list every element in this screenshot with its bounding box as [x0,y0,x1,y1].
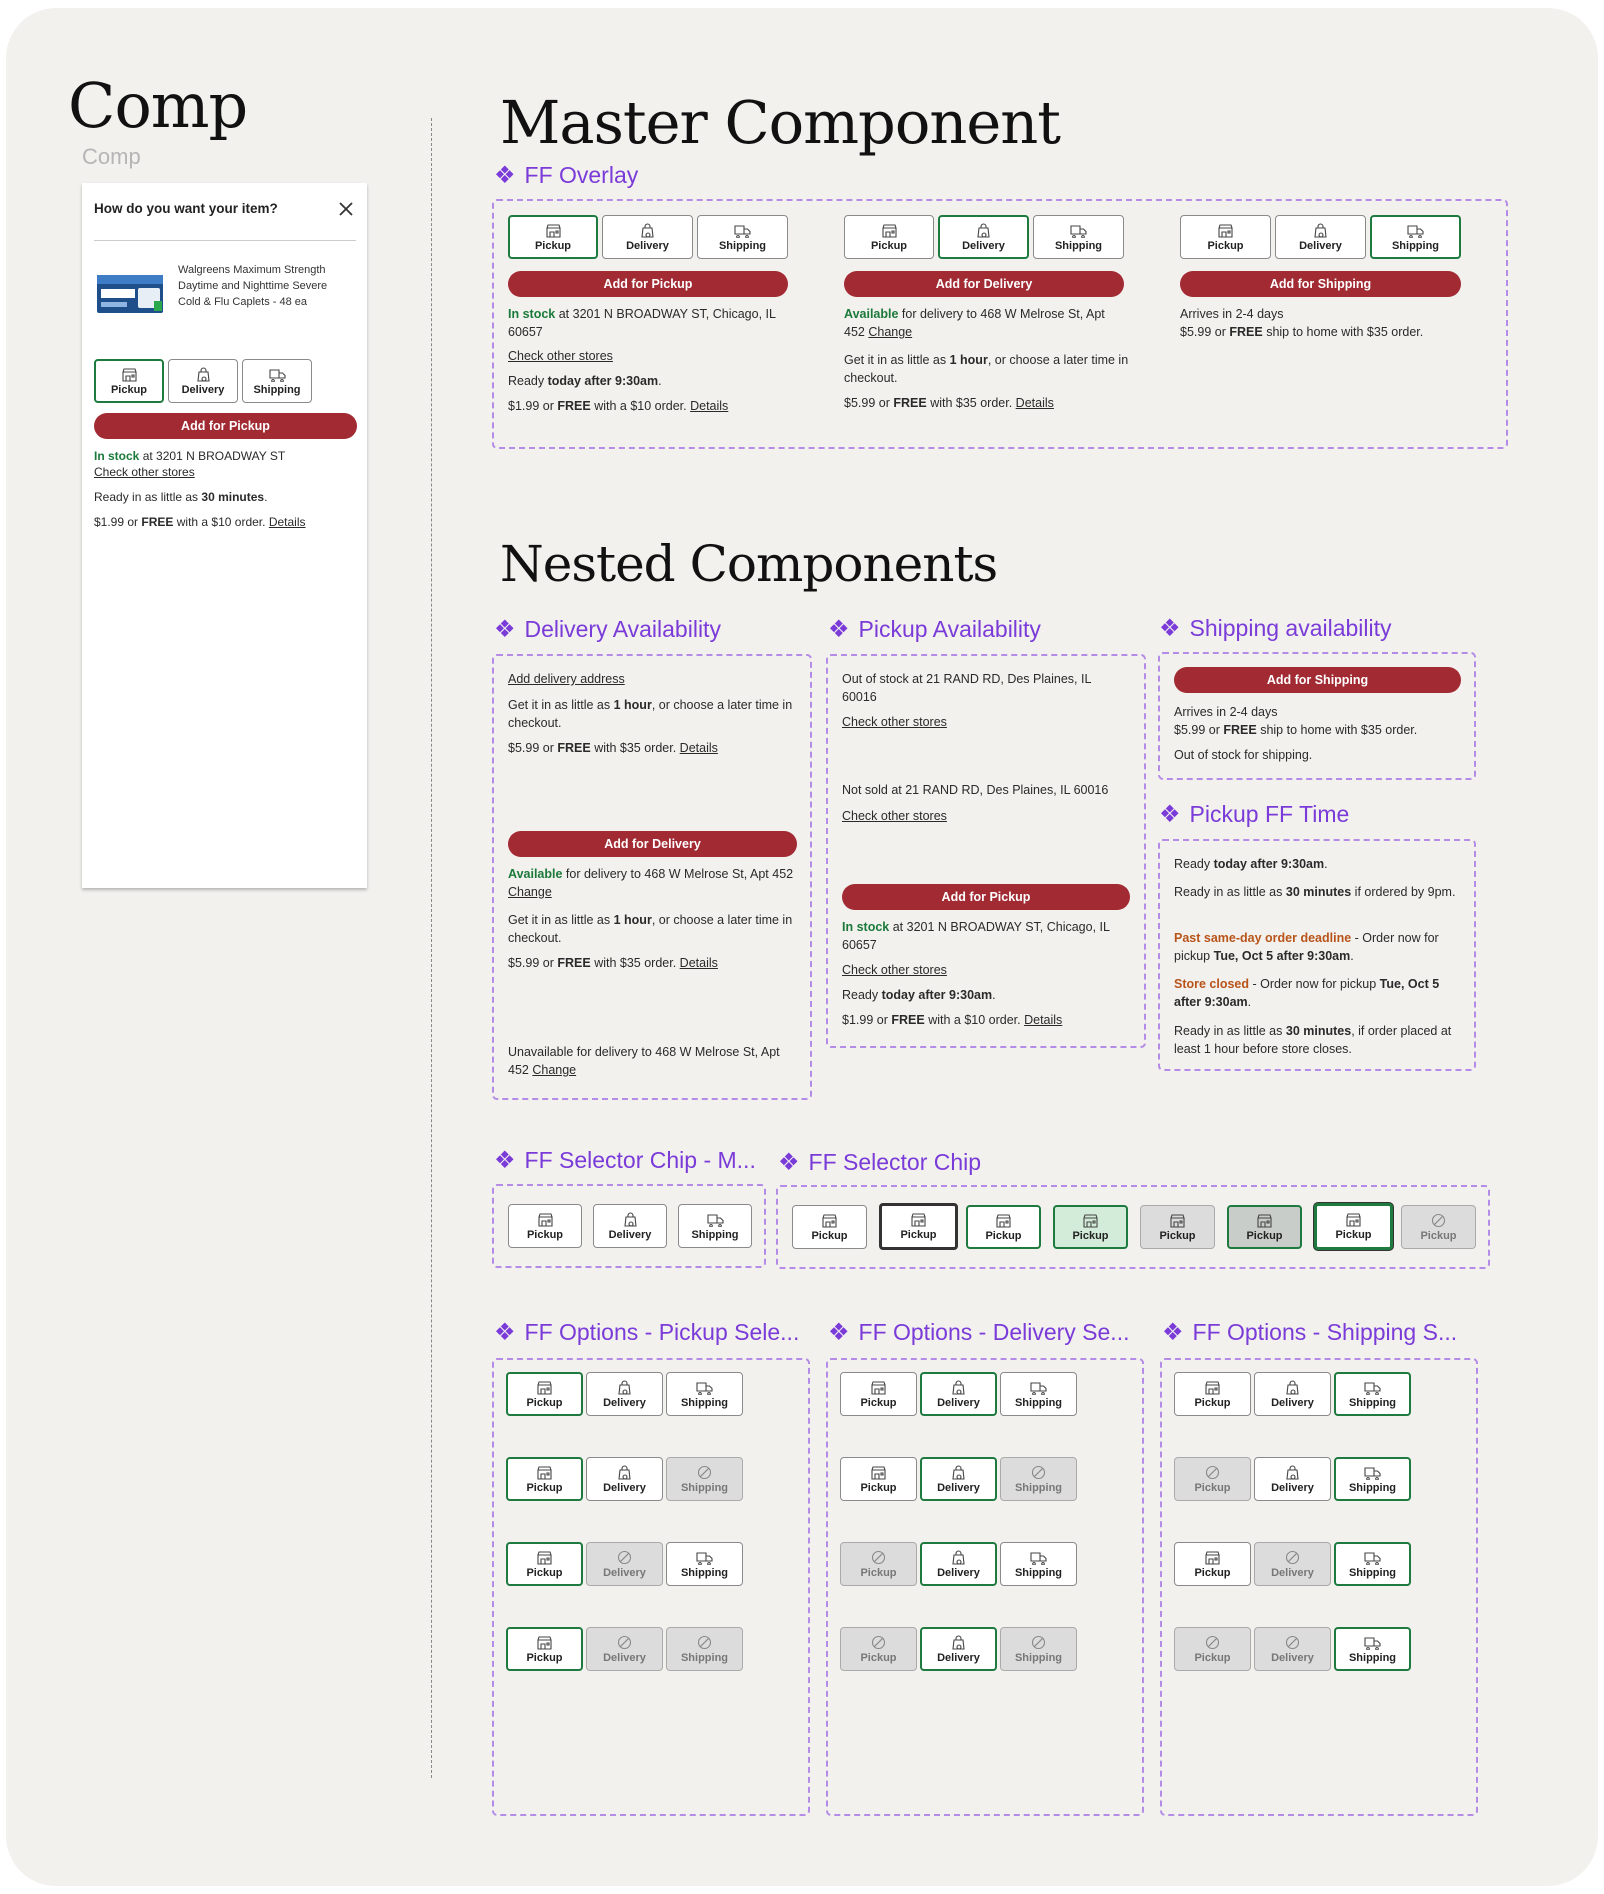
price-line: $5.99 or FREE with $35 order. Details [844,396,1054,410]
chip-pickup-disabled[interactable]: Pickup [1401,1205,1476,1249]
chip-pickup-disabled[interactable]: Pickup [840,1627,917,1671]
delivery-bag-icon [950,1550,967,1565]
chip-pickup-disabled[interactable]: Pickup [1174,1627,1251,1671]
store-icon [121,367,138,382]
chip-shipping[interactable]: Shipping [1334,1542,1411,1586]
price-line: $1.99 or FREE with a $10 order. Details [94,515,306,529]
chip-delivery[interactable]: Delivery [1254,1457,1331,1501]
delivery-bag-icon [195,367,212,382]
delivery-bag-icon [616,1380,633,1395]
chip-shipping[interactable]: Shipping [242,359,312,403]
truck-icon [696,1550,713,1565]
truck-icon [269,367,286,382]
chip-pickup-selected-focused[interactable]: Pickup [1314,1203,1393,1250]
chip-pickup-hover[interactable]: Pickup [1053,1205,1128,1249]
canvas [6,8,1598,1886]
chip-pickup-disabled[interactable]: Pickup [840,1542,917,1586]
chip-shipping[interactable]: Shipping [1334,1372,1411,1416]
unavailable-icon [1030,1465,1047,1480]
chip-pickup[interactable]: Pickup [1174,1372,1251,1416]
truck-icon [1030,1380,1047,1395]
check-other-stores-link[interactable]: Check other stores [94,465,195,479]
details-link[interactable]: Details [268,515,306,529]
component-icon: ❖ [494,162,516,189]
not-sold-line: Not sold at 21 RAND RD, Des Plaines, IL 60016 [842,783,1109,797]
ff-selector-chip-m-heading: ❖ FF Selector Chip - M... [494,1147,756,1174]
chip-shipping-disabled[interactable]: Shipping [1000,1627,1077,1671]
chip-shipping[interactable]: Shipping [666,1372,743,1416]
change-link[interactable]: Change [868,325,913,339]
chip-pickup[interactable]: Pickup [1174,1542,1251,1586]
truck-icon [734,223,751,238]
chip-pickup[interactable]: Pickup [94,359,164,403]
ff-overlay-heading: ❖ FF Overlay [494,162,639,189]
chip-delivery[interactable]: Delivery [602,215,693,259]
master-title: Master Component [500,88,1060,157]
add-for-delivery-button[interactable]: Add for Delivery [508,831,797,857]
price-line: $5.99 or FREE with $35 order. Details [508,741,718,755]
store-icon [537,1212,554,1227]
chip-shipping[interactable]: Shipping [666,1542,743,1586]
truck-icon [1364,1550,1381,1565]
get-it-line: Get it in as little as 1 hour, or choose a later time in checkout. [508,913,793,945]
delivery-bag-icon [950,1465,967,1480]
unavailable-icon [1204,1465,1221,1480]
truck-icon [707,1212,724,1227]
ready-line: Ready in as little as 30 minutes. [94,490,268,504]
chip-shipping[interactable]: Shipping [1000,1372,1077,1416]
chip-delivery-disabled[interactable]: Delivery [1254,1627,1331,1671]
chip-pickup[interactable]: Pickup [508,1204,582,1248]
unavailable-icon [696,1635,713,1650]
chip-delivery[interactable]: Delivery [938,215,1029,259]
chip-shipping[interactable]: Shipping [1000,1542,1077,1586]
truck-icon [696,1380,713,1395]
store-icon [870,1465,887,1480]
chip-shipping[interactable]: Shipping [1334,1457,1411,1501]
component-icon: ❖ [1159,615,1181,642]
check-other-stores-link[interactable]: Check other stores [842,963,947,977]
change-link[interactable]: Change [532,1063,577,1077]
ff-time-line-5: Ready in as little as 30 minutes, if order placed at least 1 hour before store closes. [1174,1024,1452,1056]
change-link[interactable]: Change [508,885,552,899]
store-icon [1082,1213,1099,1228]
chip-delivery-disabled[interactable]: Delivery [586,1542,663,1586]
truck-icon [1407,223,1424,238]
get-it-line: Get it in as little as 1 hour, or choose a later time in checkout. [508,698,793,730]
chip-delivery-disabled[interactable]: Delivery [1254,1542,1331,1586]
unavailable-icon [1204,1635,1221,1650]
add-for-delivery-button[interactable]: Add for Delivery [844,271,1124,297]
chip-pickup-disabled[interactable]: Pickup [1174,1457,1251,1501]
chip-shipping[interactable]: Shipping [697,215,788,259]
availability-line: Available for delivery to 468 W Melrose St, Apt 452 Change [844,307,1105,339]
unavailable-icon [1030,1635,1047,1650]
ff-selector-chip-m-frame [492,1184,766,1268]
delivery-bag-icon [622,1212,639,1227]
unavailable-icon [1284,1635,1301,1650]
add-for-pickup-button[interactable]: Add for Pickup [94,413,357,439]
chip-delivery[interactable]: Delivery [920,1457,997,1501]
ff-options-delivery-frame [826,1358,1144,1816]
chip-pickup[interactable]: Pickup [1180,215,1271,259]
details-link[interactable]: Details [690,399,729,413]
chip-delivery[interactable]: Delivery [1275,215,1366,259]
divider [94,240,356,241]
price-line: $5.99 or FREE with $35 order. Details [508,956,718,970]
chip-shipping-disabled[interactable]: Shipping [1000,1457,1077,1501]
pickup-availability-frame [826,654,1146,1048]
comp-title: Comp [68,69,248,142]
out-of-stock-shipping-line: Out of stock for shipping. [1174,748,1313,762]
chip-pickup[interactable]: Pickup [840,1457,917,1501]
truck-icon [1364,1380,1381,1395]
chip-pickup[interactable]: Pickup [506,1627,583,1671]
column-divider [431,118,432,1778]
unavailable-icon [870,1550,887,1565]
chip-shipping-disabled[interactable]: Shipping [666,1627,743,1671]
store-icon [995,1213,1012,1228]
add-for-pickup-button[interactable]: Add for Pickup [842,884,1130,910]
store-icon [536,1550,553,1565]
comp-subtitle: Comp [82,144,141,169]
delivery-availability-frame [492,654,812,1100]
delivery-bag-icon [1284,1465,1301,1480]
chip-pickup[interactable]: Pickup [506,1457,583,1501]
chip-pickup[interactable]: Pickup [506,1372,583,1416]
stock-line: In stock at 3201 N BROADWAY ST [94,449,286,463]
chip-pickup-selected[interactable]: Pickup [966,1205,1041,1249]
store-icon [1217,223,1234,238]
component-icon: ❖ [828,1319,850,1346]
chip-shipping[interactable]: Shipping [1370,215,1461,259]
modal-question: How do you want your item? [94,201,278,216]
price-line: $5.99 or FREE ship to home with $35 order. [1180,325,1424,339]
chip-pickup-pressed[interactable]: Pickup [1140,1205,1215,1249]
chip-pickup-focused[interactable]: Pickup [879,1203,958,1250]
details-link[interactable]: Details [679,741,718,755]
shipping-availability-frame [1158,652,1476,780]
store-icon [881,223,898,238]
chip-delivery[interactable]: Delivery [586,1457,663,1501]
chip-pickup-default[interactable]: Pickup [792,1205,867,1249]
unavailable-line: Unavailable for delivery to 468 W Melrose St, Apt 452 Change [508,1045,780,1077]
delivery-bag-icon [975,223,992,238]
chip-delivery[interactable]: Delivery [920,1372,997,1416]
chip-pickup[interactable]: Pickup [840,1372,917,1416]
component-icon: ❖ [778,1149,800,1176]
pickup-availability-heading: ❖ Pickup Availability [828,616,1041,643]
comp-modal [82,183,367,888]
ff-options-shipping-frame [1160,1358,1478,1816]
ff-options-pickup-heading: ❖ FF Options - Pickup Sele... [494,1319,800,1346]
add-delivery-address-link[interactable]: Add delivery address [508,672,625,686]
store-icon [1256,1213,1273,1228]
price-line: $1.99 or FREE with a $10 order. Details [842,1013,1063,1027]
nested-title: Nested Components [500,535,998,593]
truck-icon [1364,1635,1381,1650]
chip-pickup-selected-pressed[interactable]: Pickup [1227,1205,1302,1249]
delivery-bag-icon [639,223,656,238]
store-icon [870,1380,887,1395]
chip-shipping[interactable]: Shipping [1334,1627,1411,1671]
truck-icon [1364,1465,1381,1480]
pickup-ff-time-heading: ❖ Pickup FF Time [1159,801,1350,828]
chip-shipping-disabled[interactable]: Shipping [666,1457,743,1501]
chip-delivery[interactable]: Delivery [1254,1372,1331,1416]
store-icon [536,1465,553,1480]
pickup-ff-time-frame [1158,839,1476,1071]
arrives-line: Arrives in 2-4 days [1174,705,1278,719]
component-icon: ❖ [494,1319,516,1346]
chip-shipping[interactable]: Shipping [678,1204,752,1248]
chip-shipping[interactable]: Shipping [1033,215,1124,259]
ff-selector-chip-heading: ❖ FF Selector Chip [778,1149,982,1176]
ready-line: Ready today after 9:30am. [508,374,662,388]
store-icon [536,1380,553,1395]
component-icon: ❖ [828,616,850,643]
ready-line: Ready today after 9:30am. [842,988,996,1002]
unavailable-icon [696,1465,713,1480]
store-icon [536,1635,553,1650]
chip-pickup[interactable]: Pickup [844,215,934,259]
delivery-bag-icon [950,1380,967,1395]
chip-pickup[interactable]: Pickup [506,1542,583,1586]
component-icon: ❖ [494,616,516,643]
arrives-line: Arrives in 2-4 days [1180,307,1284,321]
ff-time-line-3: Past same-day order deadline - Order now for pickup Tue, Oct 5 after 9:30am. [1174,931,1439,963]
check-other-stores-link[interactable]: Check other stores [842,715,947,729]
chip-delivery[interactable]: Delivery [586,1372,663,1416]
store-icon [1204,1550,1221,1565]
product-name: Walgreens Maximum Strength Daytime and Nighttime Severe Cold & Flu Caplets - 48 ea [178,264,328,308]
chip-pickup[interactable]: Pickup [508,215,598,259]
ff-time-line-2: Ready in as little as 30 minutes if ordered by 9pm. [1174,885,1456,899]
availability-line: Available for delivery to 468 W Melrose St, Apt 452 Change [508,867,794,899]
truck-icon [1030,1550,1047,1565]
details-link[interactable]: Details [1024,1013,1063,1027]
product-image [96,269,164,317]
delivery-bag-icon [950,1635,967,1650]
unavailable-icon [870,1635,887,1650]
details-link[interactable]: Details [679,956,718,970]
shipping-availability-heading: ❖ Shipping availability [1159,615,1392,642]
unavailable-icon [616,1635,633,1650]
add-for-shipping-button[interactable]: Add for Shipping [1174,667,1461,693]
delivery-bag-icon [616,1465,633,1480]
chip-delivery[interactable]: Delivery [920,1542,997,1586]
store-icon [1204,1380,1221,1395]
store-icon [1345,1212,1362,1227]
details-link[interactable]: Details [1015,396,1054,410]
ff-selector-chip-frame [776,1185,1490,1269]
ff-overlay-frame [492,199,1508,449]
ff-options-delivery-heading: ❖ FF Options - Delivery Se... [828,1319,1130,1346]
stock-line: In stock at 3201 N BROADWAY ST, Chicago, IL 60657 [842,920,1110,952]
chip-delivery[interactable]: Delivery [920,1627,997,1671]
add-for-shipping-button[interactable]: Add for Shipping [1180,271,1461,297]
delivery-bag-icon [1312,223,1329,238]
truck-icon [1070,223,1087,238]
store-icon [1169,1213,1186,1228]
get-it-line: Get it in as little as 1 hour, or choose a later time in checkout. [844,353,1129,385]
price-line: $5.99 or FREE ship to home with $35 order. [1174,723,1418,737]
check-other-stores-link[interactable]: Check other stores [508,349,613,363]
store-icon [910,1212,927,1227]
ff-time-line-1: Ready today after 9:30am. [1174,857,1328,871]
unavailable-icon [1430,1213,1447,1228]
store-icon [821,1213,838,1228]
ff-options-shipping-heading: ❖ FF Options - Shipping S... [1162,1319,1458,1346]
ff-time-line-4: Store closed - Order now for pickup Tue, Oct 5 after 9:30am. [1174,977,1440,1009]
unavailable-icon [616,1550,633,1565]
chip-delivery[interactable]: Delivery [168,359,238,403]
delivery-availability-heading: ❖ Delivery Availability [494,616,721,643]
stock-line: In stock at 3201 N BROADWAY ST, Chicago, IL 60657 [508,307,776,339]
price-line: $1.99 or FREE with a $10 order. Details [508,399,729,413]
ff-options-pickup-frame [492,1358,810,1816]
delivery-bag-icon [1284,1380,1301,1395]
close-icon[interactable] [336,199,356,219]
unavailable-icon [1284,1550,1301,1565]
check-other-stores-link[interactable]: Check other stores [842,809,947,823]
component-icon: ❖ [1159,801,1181,828]
component-icon: ❖ [1162,1319,1184,1346]
add-for-pickup-button[interactable]: Add for Pickup [508,271,788,297]
out-of-stock-line: Out of stock at 21 RAND RD, Des Plaines, IL 60016 [842,672,1091,704]
chip-delivery[interactable]: Delivery [593,1204,667,1248]
component-icon: ❖ [494,1147,516,1174]
chip-delivery-disabled[interactable]: Delivery [586,1627,663,1671]
store-icon [545,223,562,238]
